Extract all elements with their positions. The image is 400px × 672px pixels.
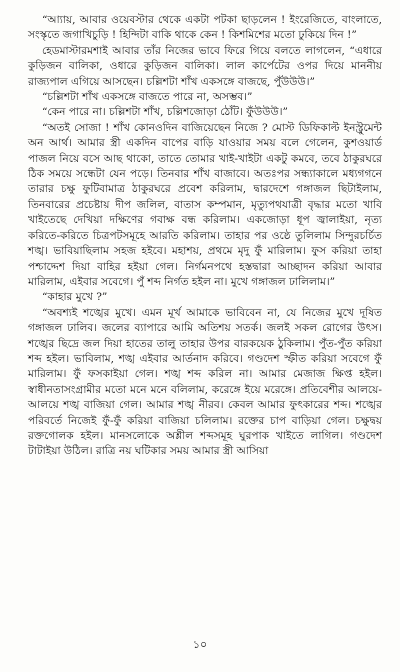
paragraph: “অবশ্যই শঙ্খের মুখে। এমন মূর্খ আমাকে ভাবিবেন না, যে নিজের মুখে দূষিত গঙ্গাজল ঢালিব। জলের ব্যাপারে আমি অতিশয় সতর্ক। জলই সকল রোগের উৎস। শঙ্খের ছিদ্রে জল দিয়া হাতের তালু তাহার উপর বারকয়েক ঠুকিলাম। পুঁত-পুঁত করিয়া শব্দ হইল। ভাবিলাম, শঙ্খ এইবার আর্তনাদ করিবে। গণ্ডদেশ স্ফীত করিয়া সবেগে ফুঁ মারিলাম। ফুঁ ফসকাইয়া গেল। শঙ্খ শব্দ করিল না। আমার মেজাজ ক্ষিপ্ত হইল। স্বাধীনতাসংগ্রামীর মতো মনে মনে বলিলাম, করেঙ্গে ইয়ে মরেঙ্গে। প্রতিবেশীর আলয়ে-আলয়ে শঙ্খ বাজিয়া গেল। আমার শঙ্খ নীরব। কেবল আমার ফুৎকারের শব্দ। শঙ্খের পরিবর্তে নিজেই ফুঁ-ফুঁ করিয়া বাজিয়া চলিলাম। রক্তের চাপ বাড়িয়া গেল। চক্ষুদ্বয় রক্তগোলক হইল। মানসলোকে অশ্লীল শব্দসমূহ ঘুরপাক খাইতে লাগিল। গণ্ডদেশ টাটাইয়া উঠিল। রাত্রি নয় ঘটিকার সময় আমার স্ত্রী আসিয়া [28, 306, 382, 458]
paragraph: “চল্লিশটা শাঁখ একসঙ্গে বাজতে পারে না, অসম্ভব।” [42, 91, 253, 104]
body-text [28, 13, 382, 460]
paragraph: “অতই সোজা ! শাঁখ কোনওদিন বাজিয়েছেন নিজে ? মোস্ট ডিফিকাল্ট ইনস্ট্রুমেন্ট অন আর্থ। আমার স্ত্রী একদিন বাপের বাড়ি যাওয়ার সময় বলে গেলেন, কুশওয়ার্ড পাজল নিয়ে বসে আছ থাকো, তাতে তোমার খাই-খাইটা একটু কমবে, তবে ঠাকুরঘরে ঠিক সময়ে সন্ধেটা যেন পড়ে। তিনবার শাঁখ বাজাবে। অতঃপর সন্ধ্যাকালে মধ্যগগনে তারার চক্ষু ফুটিবামাত্র ঠাকুরঘরে প্রবেশ করিলাম, দ্বারদেশে গঙ্গাজল ছিটাইলাম, তিনবারের প্রচেষ্টায় দীপ জলিল, বাতাস কম্পমান, মৃত্যুপথযাত্রী বৃদ্ধার মতো খাবি খাইতেছে দেখিয়া দক্ষিণের গবাক্ষ বন্ধ করিলাম। একজোড়া ধূপ জ্বালাইয়া, নৃত্য করিতে-করিতে চিত্রপটসমূহে আরতি করিলাম। তাহার পর ওষ্ঠে তুলিলাম সিন্দুরচর্চিত শঙ্খ। ভাবিয়াছিলাম সহজ হইবে। মহাশয়, প্রথমে মৃদু ফুঁ মারিলাম। ফুস করিয়া তাহা পশ্চাদ্দেশ দিয়া বাহির হইয়া গেল। নির্গমনপথে হস্তদ্বারা আচ্ছাদন করিয়া আবার মারিলাম, এইবার সবেগে। পুঁ শব্দ নির্গত হইল না। মুখে গঙ্গাজল ঢালিলাম।” [28, 121, 382, 288]
paragraph: হেডমাস্টারমশাই আবার তাঁর নিজের ভাবে ফিরে গিয়ে বলতে লাগলেন, “এধারে কুড়িজন বালিকা, ওধারে কুড়িজন বালিকা। লাল কার্পেটের ওপর দিয়ে মাননীয় রাজ্যপাল এগিয়ে আসছেন। চল্লিশটা শাঁখ একসঙ্গে বাজছে, পুঁউউউ।” [28, 44, 382, 88]
paragraph: “কেন পারে না। চল্লিশটা শাঁখ, চল্লিশজোড়া ঠোঁট। ফুঁউউউ।” [42, 106, 288, 119]
page-number: ১০ [192, 638, 208, 651]
paragraph: “কাহার মুখে ?” [42, 291, 108, 304]
paragraph: “আ্যায়, আবার ওয়েবস্টার থেকে একটা পটকা ছাড়লেন ! ইংরেজিতে, বাংলাতে, সংস্কৃতে জগাখিচুড়ি ! হিন্দিটা বাকি থাকে কেন ! কিশমিশের মতো ঢুকিয়ে দিন !” [28, 14, 382, 42]
